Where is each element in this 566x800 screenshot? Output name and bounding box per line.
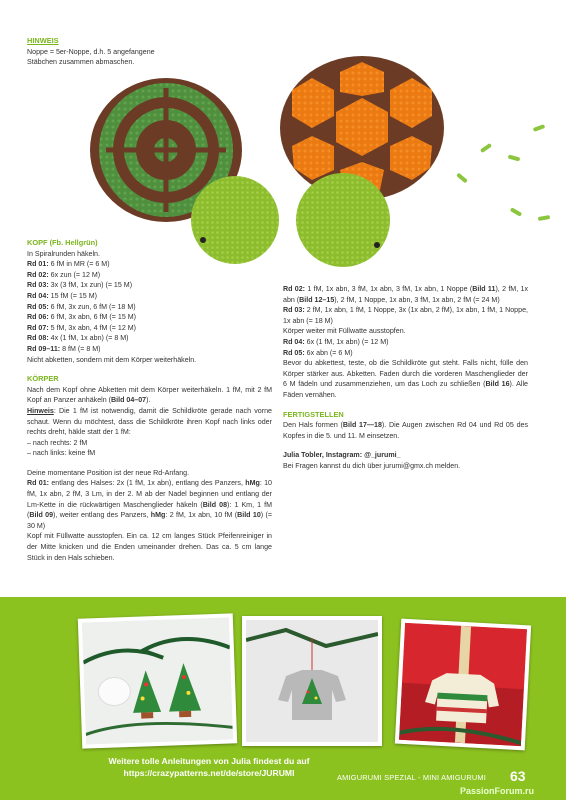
right-stuff: Körper weiter mit Füllwatte ausstopfen.: [283, 327, 406, 336]
kopf-row: Rd 01: 6 fM in MR (= 6 M): [27, 260, 110, 269]
sweater-ornament-image: [246, 620, 378, 742]
koerper-rd01: Rd 01: entlang des Halses: 2x (1 fM, 1x abn), entlang des Panzers, hMg: 10 fM, 1x abn, 2 fM, 3 Lm, in der 2. M ab der Nadel beginnen und entlang der Lm-Kette in die rückwärtigen Maschenglieder häkeln (Bild 08): 1 Km, 1 fM (Bild 09), weiter entlang des Panzers, hMg: 2 fM, 1x abn, 10 fM (Bild 10) (= 30 M): [27, 479, 272, 530]
koerper-heading: KÖRPER: [27, 374, 59, 384]
right-paragraph: Bevor du abkettest, teste, ob die Schildkröte gut steht. Falls nicht, fülle den Körper stärker aus. Abketten. Faden durch die vorderen Maschenglieder der 6 M fädeln und zusammenziehen, um das Loch zu schließen (Bild 16). Alle Fäden vernähen.: [283, 359, 528, 399]
confetti-dash: [508, 155, 521, 162]
right-rd03: Rd 03: 2 fM, 1x abn, 1 fM, 1 Noppe, 3x (1x abn, 2 fM), 1x abn, 1 fM, 1 Noppe, 1x abn (= 18 M): [283, 306, 528, 325]
kopf-row: Rd 06: 6 fM, 3x abn, 6 fM (= 15 M): [27, 313, 137, 322]
thumbnail-tree-turtles: [78, 613, 237, 748]
fertig-heading: FERTIGSTELLEN: [283, 409, 344, 419]
fertig-text: Den Hals formen (Bild 17—18). Die Augen zwischen Rd 04 und Rd 05 des Kopfes in die 5. und 11. M einsetzen.: [283, 421, 529, 440]
confetti-dash: [480, 143, 492, 153]
thumbnail-sweater-ornament: [242, 616, 382, 746]
kopf-row: Rd 07: 5 fM, 3x abn, 4 fM (= 12 M): [27, 323, 137, 332]
kopf-row: Rd 08: 4x (1 fM, 1x abn) (= 8 M): [27, 334, 129, 343]
promo-link[interactable]: https://crazypatterns.net/de/store/JURUMI: [123, 767, 295, 778]
hinweis-section: [27, 36, 237, 68]
koerper-p3: Deine momentane Position ist der neue Rd-Anfang.: [27, 468, 190, 477]
kopf-row: Rd 02: 6x zun (= 12 M): [27, 270, 101, 279]
right-column: [283, 284, 528, 472]
kopf-intro: In Spiralrunden häkeln.: [27, 249, 100, 258]
confetti-dash: [538, 215, 551, 221]
confetti-dash: [510, 207, 522, 216]
kopf-row: Rd 04: 15 fM (= 15 M): [27, 291, 97, 300]
koerper-p4: Kopf mit Füllwatte ausstopfen. Ein ca. 12 cm langes Stück Pfeifenreiniger in der Mitte knicken und die Enden umeinander drehen. Das ca. 5 cm lange Stück in den Hals schieben.: [27, 532, 272, 562]
watermark: PassionForum.ru: [460, 786, 535, 796]
koerper-dash-left: – nach links: keine fM: [27, 449, 96, 458]
koerper-dash-right: – nach rechts: 2 fM: [27, 438, 88, 447]
kopf-row: Rd 05: 6 fM, 3x zun, 6 fM (= 18 M): [27, 302, 136, 311]
promo-line-1: Weitere tolle Anleitungen von Julia findest du auf: [108, 756, 310, 766]
right-rd05: Rd 05: 6x abn (= 6 M): [283, 348, 353, 357]
hinweis-line-2: Stäbchen zusammen abmaschen.: [27, 58, 135, 67]
confetti-dash: [533, 124, 546, 132]
right-rd04: Rd 04: 6x (1 fM, 1x abn) (= 12 M): [283, 337, 389, 346]
hinweis-line-1: Noppe = 5er-Noppe, d.h. 5 angefangene: [27, 47, 155, 56]
author-contact: Bei Fragen kannst du dich über jurumi@gmx.ch melden.: [283, 461, 461, 470]
kopf-heading: KOPF (Fb. Hellgrün): [27, 238, 98, 247]
right-rd02: Rd 02: 1 fM, 1x abn, 3 fM, 1x abn, 3 fM, 1x abn, 1 Noppe (Bild 11), 2 fM, 1x abn (Bild 12–15), 2 fM, 1 Noppe, 1x abn, 3 fM, 1x abn, 2 fM (= 24 M): [283, 285, 528, 304]
gift-sweater-image: [399, 623, 527, 746]
kopf-outro: Nicht abketten, sondern mit dem Körper weiterhäkeln.: [27, 355, 197, 364]
kopf-row: Rd 03: 3x (3 fM, 1x zun) (= 15 M): [27, 281, 133, 290]
koerper-p1: Nach dem Kopf ohne Abketten mit dem Körper weiterhäkeln. 1 fM, mit 2 fM Kopf an Panzer anhäkeln (Bild 04–07).: [27, 385, 272, 405]
left-column: [27, 238, 272, 563]
kopf-row: Rd 09–11: 8 fM (= 8 M): [27, 344, 101, 353]
magazine-title: AMIGURUMI SPEZIAL - MINI AMIGURUMI: [337, 773, 487, 782]
hinweis-heading: HINWEIS: [27, 36, 59, 45]
page-number: 63: [510, 768, 526, 784]
author-name: Julia Tobler, Instagram: @_jurumi_: [283, 451, 401, 460]
promo-text: [104, 756, 314, 779]
koerper-hinweis: Hinweis: Die 1 fM ist notwendig, damit die Schildkröte gerade nach vorne schaut. Wenn du möchtest, dass die Schildkröte ihren Kopf nach links oder rechts dreht, häkle statt der 1 fM:: [27, 406, 272, 437]
crochet-trees-image: [82, 617, 233, 744]
thumbnail-gift-sweater: [395, 619, 531, 751]
